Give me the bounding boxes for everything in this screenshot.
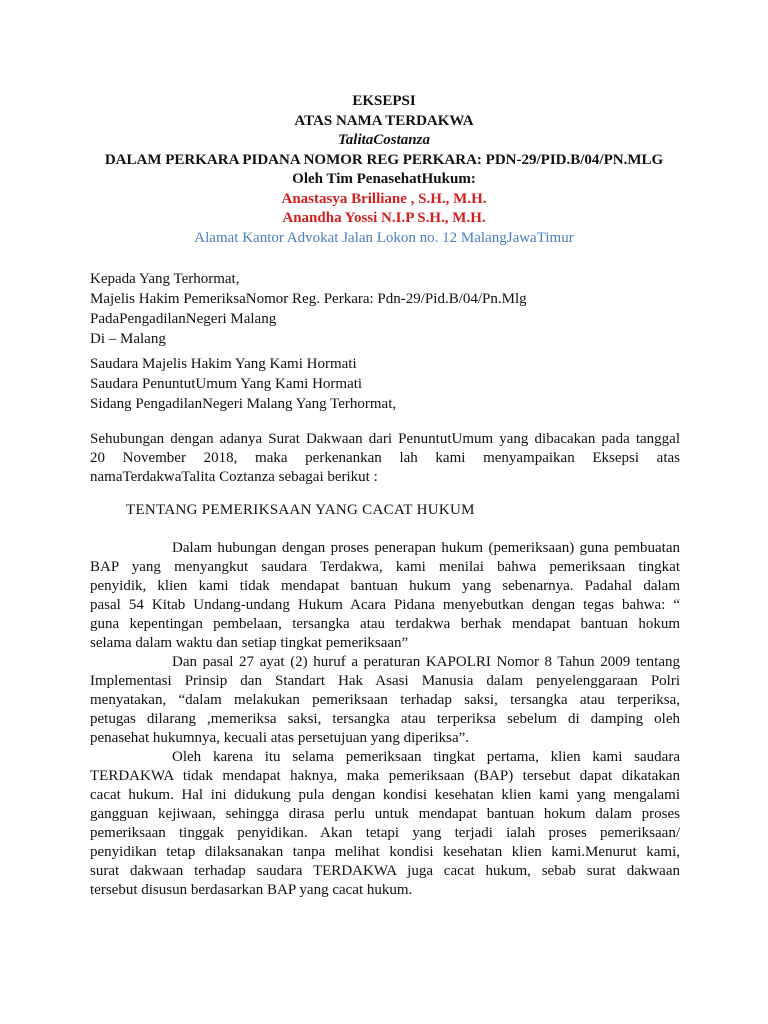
paragraph-line: Dan pasal 27 ayat (2) huruf a peraturan KAPOLRI Nomor 8 Tahun 2009 tentang (172, 654, 680, 670)
paragraph-line: BAP yang menyangkut saudara Terdakwa, kami menilai bahwa pemeriksaan tingkat (90, 559, 680, 575)
opening-paragraph (90, 430, 680, 487)
paragraph-line: tersebut disusun berdasarkan BAP yang cacat hukum. (90, 882, 413, 898)
paragraph-line: menyatakan, “dalam melakukan pemeriksaan terhadap saksi, tersangka atau terperiksa, (90, 692, 680, 708)
opening-line: Sehubungan dengan adanya Surat Dakwaan dari PenuntutUmum yang dibacakan pada tanggal (90, 431, 680, 447)
paragraph-line: cacat hukum. Hal ini didukung pula dengan kondisi kesehatan klien kami yang mengalami (90, 787, 680, 803)
opening-line: 20 November 2018, maka perkenankan lah kami menyampaikan Eksepsi atas (90, 450, 680, 466)
paragraph-2 (90, 653, 680, 748)
paragraph-line: Implementasi Prinsip dan Standart Hak Asasi Manusia dalam penyelenggaraan Polri (90, 673, 680, 689)
document-title: EKSEPSI (352, 93, 416, 109)
greeting-line: Saudara PenuntutUmum Yang Kami Hormati (90, 376, 363, 392)
document-subtitle: ATAS NAMA TERDAKWA (294, 112, 474, 129)
addressee-line: Di – Malang (90, 331, 166, 347)
paragraph-line: Oleh karena itu selama pemeriksaan tingkat pertama, klien kami saudara (172, 749, 680, 765)
defendant-name: TalitaCostanza (338, 132, 430, 148)
lawyer-name-2: Anandha Yossi N.I.P S.H., M.H. (282, 210, 486, 226)
paragraph-line: Dalam hubungan dengan proses penerapan hukum (pemeriksaan) guna pembuatan (172, 540, 680, 556)
document-header (0, 92, 768, 248)
office-address: Alamat Kantor Advokat Jalan Lokon no. 12 MalangJawaTimur (194, 229, 574, 246)
addressee-line: Kepada Yang Terhormat, (90, 271, 240, 287)
addressee-line: Majelis Hakim PemeriksaNomor Reg. Perkara: Pdn-29/Pid.B/04/Pn.Mlg (90, 291, 527, 307)
paragraph-line: penasehat hukumnya, kecuali atas persetujuan yang diperiksa”. (90, 730, 470, 746)
addressee-line: PadaPengadilanNegeri Malang (90, 311, 277, 327)
greetings-block (90, 354, 680, 414)
paragraph-line: guna kepentingan pembelaan, tersangka atau terdakwa berhak mendapat bantuan hokum (90, 616, 680, 632)
case-number-line: DALAM PERKARA PIDANA NOMOR REG PERKARA: PDN-29/PID.B/04/PN.MLG (104, 151, 664, 168)
section-heading: TENTANG PEMERIKSAAN YANG CACAT HUKUM (126, 502, 475, 518)
paragraph-line: surat dakwaan terhadap saudara TERDAKWA juga cacat hukum, sebab surat dakwaan (90, 863, 680, 879)
lawyer-name-1: Anastasya Brilliane , S.H., M.H. (281, 190, 487, 207)
paragraph-line: penyidikan tetap dilaksanakan tanpa melihat kondisi kesehatan klien kami.Menurut kami, (90, 844, 680, 860)
greeting-line: Sidang PengadilanNegeri Malang Yang Terhormat, (90, 396, 397, 412)
paragraph-line: gangguan kejiwaan, sehingga dirasa perlu untuk mendapat bantuan hokum dalam proses (90, 806, 680, 822)
legal-team-label: Oleh Tim PenasehatHukum: (292, 171, 476, 187)
section-body (90, 539, 680, 900)
paragraph-1 (90, 539, 680, 653)
opening-line: namaTerdakwaTalita Coztanza sebagai berikut : (90, 469, 378, 485)
paragraph-line: petugas dilarang ,memeriksa saksi, tersangka atau terperiksa sebelum di damping oleh (90, 711, 680, 727)
paragraph-line: pemeriksaan tinggak penyidikan. Akan tetapi yang terjadi ialah proses pemeriksaan/ (90, 825, 680, 841)
paragraph-3 (90, 748, 680, 900)
paragraph-line: penyidik, klien kami tidak mendapat bantuan hukum yang sebenarnya. Padahal dalam (90, 578, 680, 594)
greeting-line: Saudara Majelis Hakim Yang Kami Hormati (90, 356, 357, 372)
paragraph-line: selama dalam waktu dan setiap tingkat pemeriksaan” (90, 635, 409, 651)
paragraph-line: TERDAKWA tidak mendapat haknya, maka pemeriksaan (BAP) tersebut dapat dikatakan (90, 768, 680, 784)
addressee-block (90, 269, 680, 349)
paragraph-line: pasal 54 Kitab Undang-undang Hukum Acara Pidana menyebutkan dengan tegas bahwa: “ (90, 597, 680, 613)
